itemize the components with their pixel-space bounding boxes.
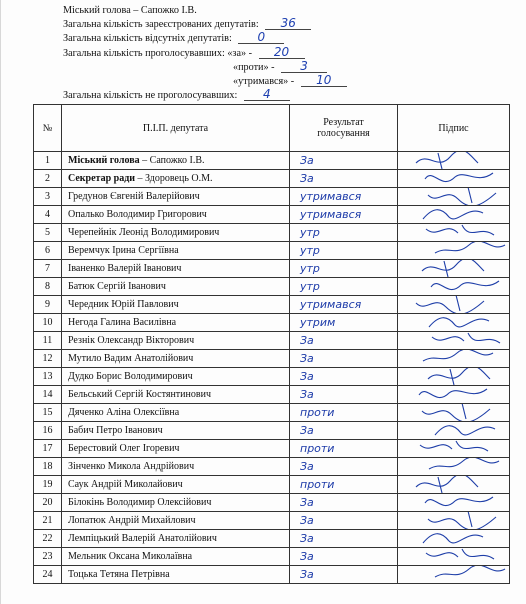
deputy-name-cell [62, 494, 290, 512]
deputy-name: – Сапожко І.В. [139, 155, 205, 166]
against-value: 3 [281, 61, 327, 73]
table-row [34, 278, 510, 296]
deputy-name-cell [62, 278, 290, 296]
voted-label: Загальна кількість проголосувавших: «за» - [63, 47, 253, 59]
header-name: П.І.П. депутата [62, 105, 290, 152]
table-row [34, 440, 510, 458]
deputy-name-cell [62, 224, 290, 242]
handwritten-signature [398, 260, 508, 278]
vote-result: проти [300, 478, 335, 491]
mayor-label: Міський голова – Сапожко І.В. [63, 5, 197, 16]
deputy-name: Веремчук Ірина Сергіївна [68, 245, 179, 256]
row-number: 17 [34, 440, 62, 458]
table-row [34, 296, 510, 314]
deputy-name-cell [62, 242, 290, 260]
vote-result: утр [300, 262, 320, 275]
handwritten-signature [398, 458, 508, 476]
deputy-name-cell [62, 170, 290, 188]
handwritten-signature [398, 152, 508, 170]
row-number: 7 [34, 260, 62, 278]
vote-summary-header [63, 4, 347, 103]
vote-result-cell [290, 548, 398, 566]
vote-result: За [300, 172, 314, 185]
signature-cell [398, 206, 510, 224]
table-row [34, 242, 510, 260]
handwritten-signature [398, 278, 508, 296]
vote-result-cell [290, 494, 398, 512]
deputy-name-cell [62, 530, 290, 548]
table-row [34, 332, 510, 350]
table-row [34, 206, 510, 224]
row-number: 1 [34, 152, 62, 170]
deputy-name: Бабич Петро Іванович [68, 425, 163, 436]
table-row [34, 422, 510, 440]
deputy-name: Тоцька Тетяна Петрівна [68, 569, 170, 580]
voting-table [33, 104, 510, 584]
header-num: № [34, 105, 62, 152]
header-result [290, 105, 398, 152]
vote-result-cell [290, 278, 398, 296]
signature-cell [398, 512, 510, 530]
vote-result-cell [290, 440, 398, 458]
table-row [34, 188, 510, 206]
vote-result: утримався [300, 190, 362, 203]
abstained-line [63, 72, 347, 89]
deputy-name-cell [62, 476, 290, 494]
signature-cell [398, 278, 510, 296]
handwritten-signature [398, 404, 508, 422]
not-voted-line [63, 89, 347, 103]
deputy-name-cell [62, 458, 290, 476]
vote-result-cell [290, 350, 398, 368]
deputy-name-cell [62, 296, 290, 314]
table-body [34, 152, 510, 584]
vote-result-cell [290, 206, 398, 224]
vote-result: За [300, 154, 314, 167]
deputy-name: Саук Андрій Миколайович [68, 479, 183, 490]
signature-cell [398, 422, 510, 440]
handwritten-signature [398, 476, 508, 494]
table-row [34, 260, 510, 278]
deputy-role: Міський голова [68, 155, 140, 166]
header-result-line2: голосування [317, 128, 370, 139]
deputy-name: Опалько Володимир Григорович [68, 209, 207, 220]
handwritten-signature [398, 368, 508, 386]
deputy-role: Секретар ради [68, 173, 136, 184]
deputy-name-cell [62, 512, 290, 530]
deputy-name-cell [62, 314, 290, 332]
signature-cell [398, 314, 510, 332]
deputy-name-cell [62, 386, 290, 404]
vote-result-cell [290, 512, 398, 530]
vote-result: утрим [300, 316, 336, 329]
not-voted-value: 4 [244, 89, 290, 101]
signature-cell [398, 188, 510, 206]
handwritten-signature [398, 548, 508, 566]
row-number: 8 [34, 278, 62, 296]
vote-result-cell [290, 224, 398, 242]
vote-result-cell [290, 566, 398, 584]
deputy-name-cell [62, 350, 290, 368]
vote-result-cell [290, 422, 398, 440]
vote-result: проти [300, 406, 335, 419]
handwritten-signature [398, 242, 508, 260]
vote-result: За [300, 424, 314, 437]
row-number: 3 [34, 188, 62, 206]
vote-result: За [300, 568, 314, 581]
vote-result: За [300, 514, 314, 527]
handwritten-signature [398, 224, 508, 242]
deputy-name-cell [62, 188, 290, 206]
table-row [34, 368, 510, 386]
registered-value: 36 [265, 18, 311, 30]
table-row [34, 476, 510, 494]
vote-result: утр [300, 226, 320, 239]
deputy-name: Мельник Оксана Миколаївна [68, 551, 193, 562]
row-number: 20 [34, 494, 62, 512]
handwritten-signature [398, 512, 508, 530]
handwritten-signature [398, 332, 508, 350]
table-row [34, 458, 510, 476]
row-number: 16 [34, 422, 62, 440]
header-signature: Підпис [398, 105, 510, 152]
header-result-line1: Результат [323, 117, 364, 128]
row-number: 10 [34, 314, 62, 332]
against-label: «проти» - [233, 61, 275, 73]
table-row [34, 224, 510, 242]
signature-cell [398, 296, 510, 314]
table-row [34, 170, 510, 188]
vote-result-cell [290, 314, 398, 332]
vote-result: За [300, 550, 314, 563]
row-number: 5 [34, 224, 62, 242]
signature-cell [398, 386, 510, 404]
handwritten-signature [398, 494, 508, 512]
deputy-name: Батюк Сергій Іванович [68, 281, 166, 292]
row-number: 11 [34, 332, 62, 350]
deputy-name-cell [62, 368, 290, 386]
deputy-name-cell [62, 548, 290, 566]
vote-result-cell [290, 386, 398, 404]
row-number: 22 [34, 530, 62, 548]
signature-cell [398, 530, 510, 548]
row-number: 21 [34, 512, 62, 530]
handwritten-signature [398, 314, 508, 332]
signature-cell [398, 494, 510, 512]
row-number: 18 [34, 458, 62, 476]
handwritten-signature [398, 440, 508, 458]
signature-cell [398, 476, 510, 494]
row-number: 24 [34, 566, 62, 584]
vote-result-cell [290, 152, 398, 170]
table-row [34, 494, 510, 512]
handwritten-signature [398, 422, 508, 440]
signature-cell [398, 170, 510, 188]
vote-result-cell [290, 296, 398, 314]
vote-result: За [300, 334, 314, 347]
table-row [34, 512, 510, 530]
row-number: 6 [34, 242, 62, 260]
table-row [34, 386, 510, 404]
vote-result-cell [290, 368, 398, 386]
vote-result: утр [300, 280, 320, 293]
handwritten-signature [398, 206, 508, 224]
deputy-name: Берестовий Олег Ігоревич [68, 443, 180, 454]
handwritten-signature [398, 350, 508, 368]
signature-cell [398, 260, 510, 278]
row-number: 2 [34, 170, 62, 188]
signature-cell [398, 224, 510, 242]
row-number: 4 [34, 206, 62, 224]
row-number: 12 [34, 350, 62, 368]
signature-cell [398, 242, 510, 260]
deputy-name: Зінченко Микола Андрійович [68, 461, 195, 472]
vote-result-cell [290, 242, 398, 260]
deputy-name-cell [62, 260, 290, 278]
handwritten-signature [398, 170, 508, 188]
deputy-name: Лопатюк Андрій Михайлович [68, 515, 196, 526]
vote-result-cell [290, 404, 398, 422]
not-voted-label: Загальна кількість не проголосувавших: [63, 90, 238, 102]
deputy-name: Резнік Олександр Вікторович [68, 335, 195, 346]
deputy-name-cell [62, 206, 290, 224]
deputy-name: Іваненко Валерій Іванович [68, 263, 182, 274]
handwritten-signature [398, 566, 508, 584]
for-value: 20 [259, 47, 305, 59]
abstained-label: «утримався» - [233, 75, 295, 87]
signature-cell [398, 440, 510, 458]
against-line [63, 58, 347, 75]
handwritten-signature [398, 188, 508, 206]
registered-label: Загальна кількість зареєстрованих депутатів: [63, 19, 259, 31]
row-number: 13 [34, 368, 62, 386]
vote-result-cell [290, 476, 398, 494]
signature-cell [398, 458, 510, 476]
table-row [34, 404, 510, 422]
deputy-name: Білокінь Володимир Олексійович [68, 497, 212, 508]
signature-cell [398, 368, 510, 386]
row-number: 14 [34, 386, 62, 404]
vote-result: За [300, 532, 314, 545]
table-row [34, 350, 510, 368]
table-row [34, 548, 510, 566]
table-row [34, 314, 510, 332]
deputy-name: Негода Галина Василівна [68, 317, 177, 328]
vote-result-cell [290, 530, 398, 548]
deputy-name: Чередник Юрій Павлович [68, 299, 179, 310]
vote-result: За [300, 460, 314, 473]
deputy-name-cell [62, 152, 290, 170]
deputy-name: Дудко Борис Володимирович [68, 371, 193, 382]
vote-result-cell [290, 332, 398, 350]
table-row [34, 530, 510, 548]
deputy-name-cell [62, 404, 290, 422]
vote-result: За [300, 388, 314, 401]
deputy-name-cell [62, 422, 290, 440]
deputy-name: – Здоровець О.М. [135, 173, 213, 184]
vote-result: проти [300, 442, 335, 455]
signature-cell [398, 350, 510, 368]
signature-cell [398, 548, 510, 566]
vote-result-cell [290, 458, 398, 476]
vote-result: За [300, 496, 314, 509]
deputy-name: Дяченко Аліна Олексіївна [68, 407, 180, 418]
deputy-name: Мутило Вадим Анатолійович [68, 353, 194, 364]
deputy-name-cell [62, 566, 290, 584]
row-number: 15 [34, 404, 62, 422]
absent-line [63, 32, 347, 46]
row-number: 23 [34, 548, 62, 566]
table-row [34, 566, 510, 584]
table-header-row [34, 105, 510, 152]
row-number: 19 [34, 476, 62, 494]
deputy-name: Черепейнік Леонід Володимирович [68, 227, 220, 238]
vote-result-cell [290, 170, 398, 188]
absent-label: Загальна кількість відсутніх депутатів: [63, 33, 232, 45]
absent-value: 0 [238, 32, 284, 44]
deputy-name: Гредунов Євгеній Валерійович [68, 191, 200, 202]
deputy-name-cell [62, 332, 290, 350]
deputy-name: Лемпіцький Валерій Анатолійович [68, 533, 217, 544]
handwritten-signature [398, 296, 508, 314]
row-number: 9 [34, 296, 62, 314]
signature-cell [398, 332, 510, 350]
signature-cell [398, 152, 510, 170]
vote-result: За [300, 370, 314, 383]
deputy-name-cell [62, 440, 290, 458]
vote-result: утр [300, 244, 320, 257]
vote-result: утримався [300, 208, 362, 221]
registered-line [63, 18, 347, 32]
vote-result-cell [290, 188, 398, 206]
abstained-value: 10 [301, 75, 347, 87]
vote-result: утримався [300, 298, 362, 311]
signature-cell [398, 404, 510, 422]
signature-cell [398, 566, 510, 584]
mayor-line [63, 4, 347, 18]
table-row [34, 152, 510, 170]
vote-result: За [300, 352, 314, 365]
vote-result-cell [290, 260, 398, 278]
deputy-name: Бельський Сергій Костянтинович [68, 389, 211, 400]
handwritten-signature [398, 530, 508, 548]
handwritten-signature [398, 386, 508, 404]
